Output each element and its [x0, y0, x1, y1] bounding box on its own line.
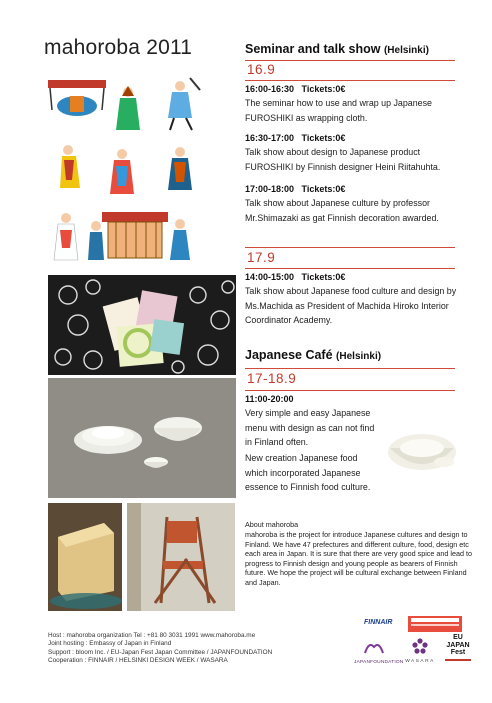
photo-ceramics: [48, 378, 236, 498]
divider: [245, 390, 455, 391]
cafe-heading-text: Japanese Café: [245, 348, 333, 362]
footer-credits: [48, 632, 318, 666]
footer-support: Support : bloom Inc. / EU-Japan Fest Japan Committee / JAPANFOUNDATION: [48, 648, 273, 656]
event-description: Talk show about Japanese culture by professor Mr.Shimazaki as gat Finnish decoration awarded.: [245, 198, 439, 223]
event-time: 14:00-15:00 Tickets:0€: [245, 272, 346, 282]
event-description: The seminar how to use and wrap up Japanese FUROSHIKI as wrapping cloth.: [245, 98, 432, 123]
helsinki-design-week-logo: [408, 616, 462, 632]
seminar-heading-text: Seminar and talk show: [245, 42, 381, 56]
event-description: Talk show about Japanese food culture and design by Ms.Machida as President of Machida Hiroko Interior Coordinator Academy.: [245, 286, 457, 325]
eu-japan-fest-logo: [445, 634, 471, 661]
seminar-heading: [245, 42, 429, 56]
about-heading: About mahoroba: [245, 520, 299, 529]
event-time: 16:30-17:00 Tickets:0€: [245, 133, 346, 143]
illustration-figure: [48, 80, 106, 116]
wasara-text: WASARA: [405, 659, 435, 664]
illustration-figure: [60, 145, 80, 188]
footer-host: Host : mahoroba organization Tel : +81 80 3031 1991 www.mahoroba.me: [48, 632, 256, 639]
date-day2: 17.9: [247, 250, 276, 265]
cafe-description-2: New creation Japanese food which incorporated Japanese essence to Finnish food culture.: [245, 453, 371, 492]
photo-furoshiki: [48, 275, 236, 375]
page-title: mahoroba 2011: [44, 36, 193, 59]
japan-foundation-text: JAPANFOUNDATION: [354, 660, 404, 665]
event-time: 16:00-16:30 Tickets:0€: [245, 84, 346, 94]
divider: [245, 247, 455, 248]
footer-cooperation: Cooperation : FINNAIR / HELSINKI DESIGN WEEK / WASARA: [48, 657, 228, 665]
illustration-figure: [168, 78, 200, 130]
illustration-figure: [168, 147, 192, 190]
divider: [245, 268, 455, 269]
illustration-figure: [88, 212, 190, 260]
event-description: Talk show about design to Japanese product FUROSHIKI by Finnish designer Heini Riitahuhta.: [245, 147, 441, 172]
cafe-location: (Helsinki): [336, 351, 382, 362]
illustration-figure: [110, 149, 134, 194]
illustration-figure: [116, 86, 140, 130]
cafe-time: 11:00-20:00: [245, 394, 294, 404]
event-time: 17:00-18:00 Tickets:0€: [245, 184, 346, 194]
wasara-flower-icon: [412, 638, 428, 654]
photo-bowl: [384, 418, 460, 480]
illustration-figure: [54, 213, 78, 260]
footer-joint: Joint hosting : Embassy of Japan in Finland: [48, 640, 172, 648]
finnair-logo: [364, 619, 392, 626]
divider: [245, 80, 455, 81]
cafe-date: 17-18.9: [247, 371, 297, 386]
cafe-heading: [245, 348, 381, 362]
photo-chair: [127, 503, 235, 611]
japan-foundation-mark-icon: [363, 641, 385, 655]
finnair-logo-text: FINNAIR: [364, 619, 393, 626]
cafe-description: Very simple and easy Japanese menu with design as can not find in Finland often.: [245, 408, 375, 447]
wasara-logo: [402, 638, 438, 664]
about-text: mahoroba is the project for introduce Japanese cultures and design to Finland. We have 47 prefectures and different culture, food, design etc each area in Japan. It is sure that there are very good spice and lead to progress to Finnish design and young people as bearers of Finnish future. We hope the project will be cultural exchange between Finland and Japan.: [245, 530, 472, 587]
seminar-location: (Helsinki): [383, 45, 429, 56]
divider: [245, 368, 455, 369]
photo-wood-box: [48, 503, 122, 611]
japan-foundation-logo: [354, 641, 404, 665]
divider: [245, 60, 455, 61]
eu-japan-fest-text: EU JAPAN Fest: [446, 634, 470, 656]
figure-illustrations: [40, 70, 210, 265]
date-day1: 16.9: [247, 62, 276, 77]
